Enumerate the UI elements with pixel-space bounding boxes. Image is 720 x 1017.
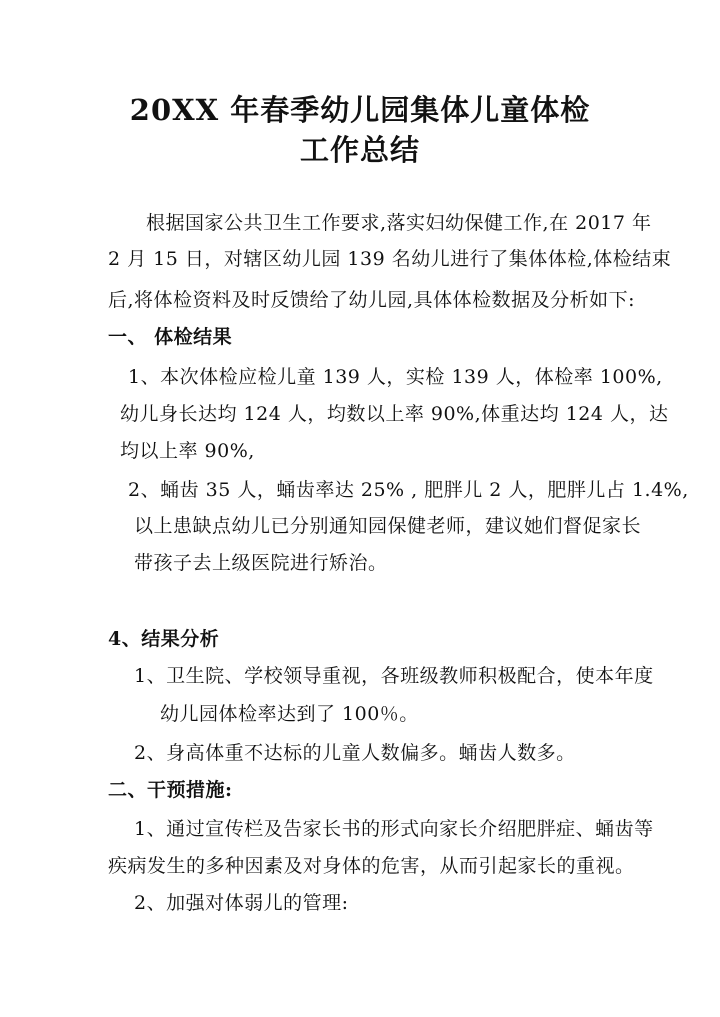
results-item1-line: 均以上率 90%, bbox=[120, 440, 255, 462]
intro-line: 根据国家公共卫生工作要求,落实妇幼保健工作,在 2017 年 bbox=[146, 212, 652, 234]
intro-line: 后,将体检资料及时反馈给了幼儿园,具体体检数据及分析如下: bbox=[108, 289, 635, 311]
results-item2-line: 2、蛹齿 35 人，蛹齿率达 25% , 肥胖儿 2 人，肥胖儿占 1.4%, bbox=[128, 479, 689, 501]
results-item2-line: 带孩子去上级医院进行矫治。 bbox=[134, 552, 388, 574]
section-heading-results: 一、 体检结果 bbox=[108, 326, 233, 348]
results-item1-line: 幼儿身长达均 124 人，均数以上率 90%,体重达均 124 人，达 bbox=[120, 403, 669, 425]
analysis-item1-line: 1、卫生院、学校领导重视，各班级教师积极配合，使本年度 bbox=[134, 665, 654, 687]
section-heading-analysis: 4、结果分析 bbox=[108, 628, 220, 650]
measures-item2-line: 2、加强对体弱儿的管理: bbox=[134, 892, 349, 914]
section-heading-measures: 二、干预措施: bbox=[108, 779, 233, 801]
analysis-item1-line: 幼儿园体检率达到了 100％。 bbox=[160, 703, 419, 725]
measures-item1-line: 疾病发生的多种因素及对身体的危害，从而引起家长的重视。 bbox=[108, 855, 635, 877]
document-title-line1: 20XX 年春季幼儿园集体儿童体检 bbox=[129, 93, 591, 127]
results-item1-line: 1、本次体检应检儿童 139 人，实检 139 人，体检率 100%, bbox=[128, 366, 663, 388]
measures-item1-line: 1、通过宣传栏及告家长书的形式向家长介绍肥胖症、蛹齿等 bbox=[134, 818, 654, 840]
document-title-line2: 工作总结 bbox=[299, 133, 420, 167]
analysis-item2-line: 2、身高体重不达标的儿童人数偏多。蛹齿人数多。 bbox=[134, 742, 576, 764]
results-item2-line: 以上患缺点幼儿已分别通知园保健老师，建议她们督促家长 bbox=[134, 515, 642, 537]
intro-line: 2 月 15 日，对辖区幼儿园 139 名幼儿进行了集体体检,体检结束 bbox=[108, 248, 672, 270]
